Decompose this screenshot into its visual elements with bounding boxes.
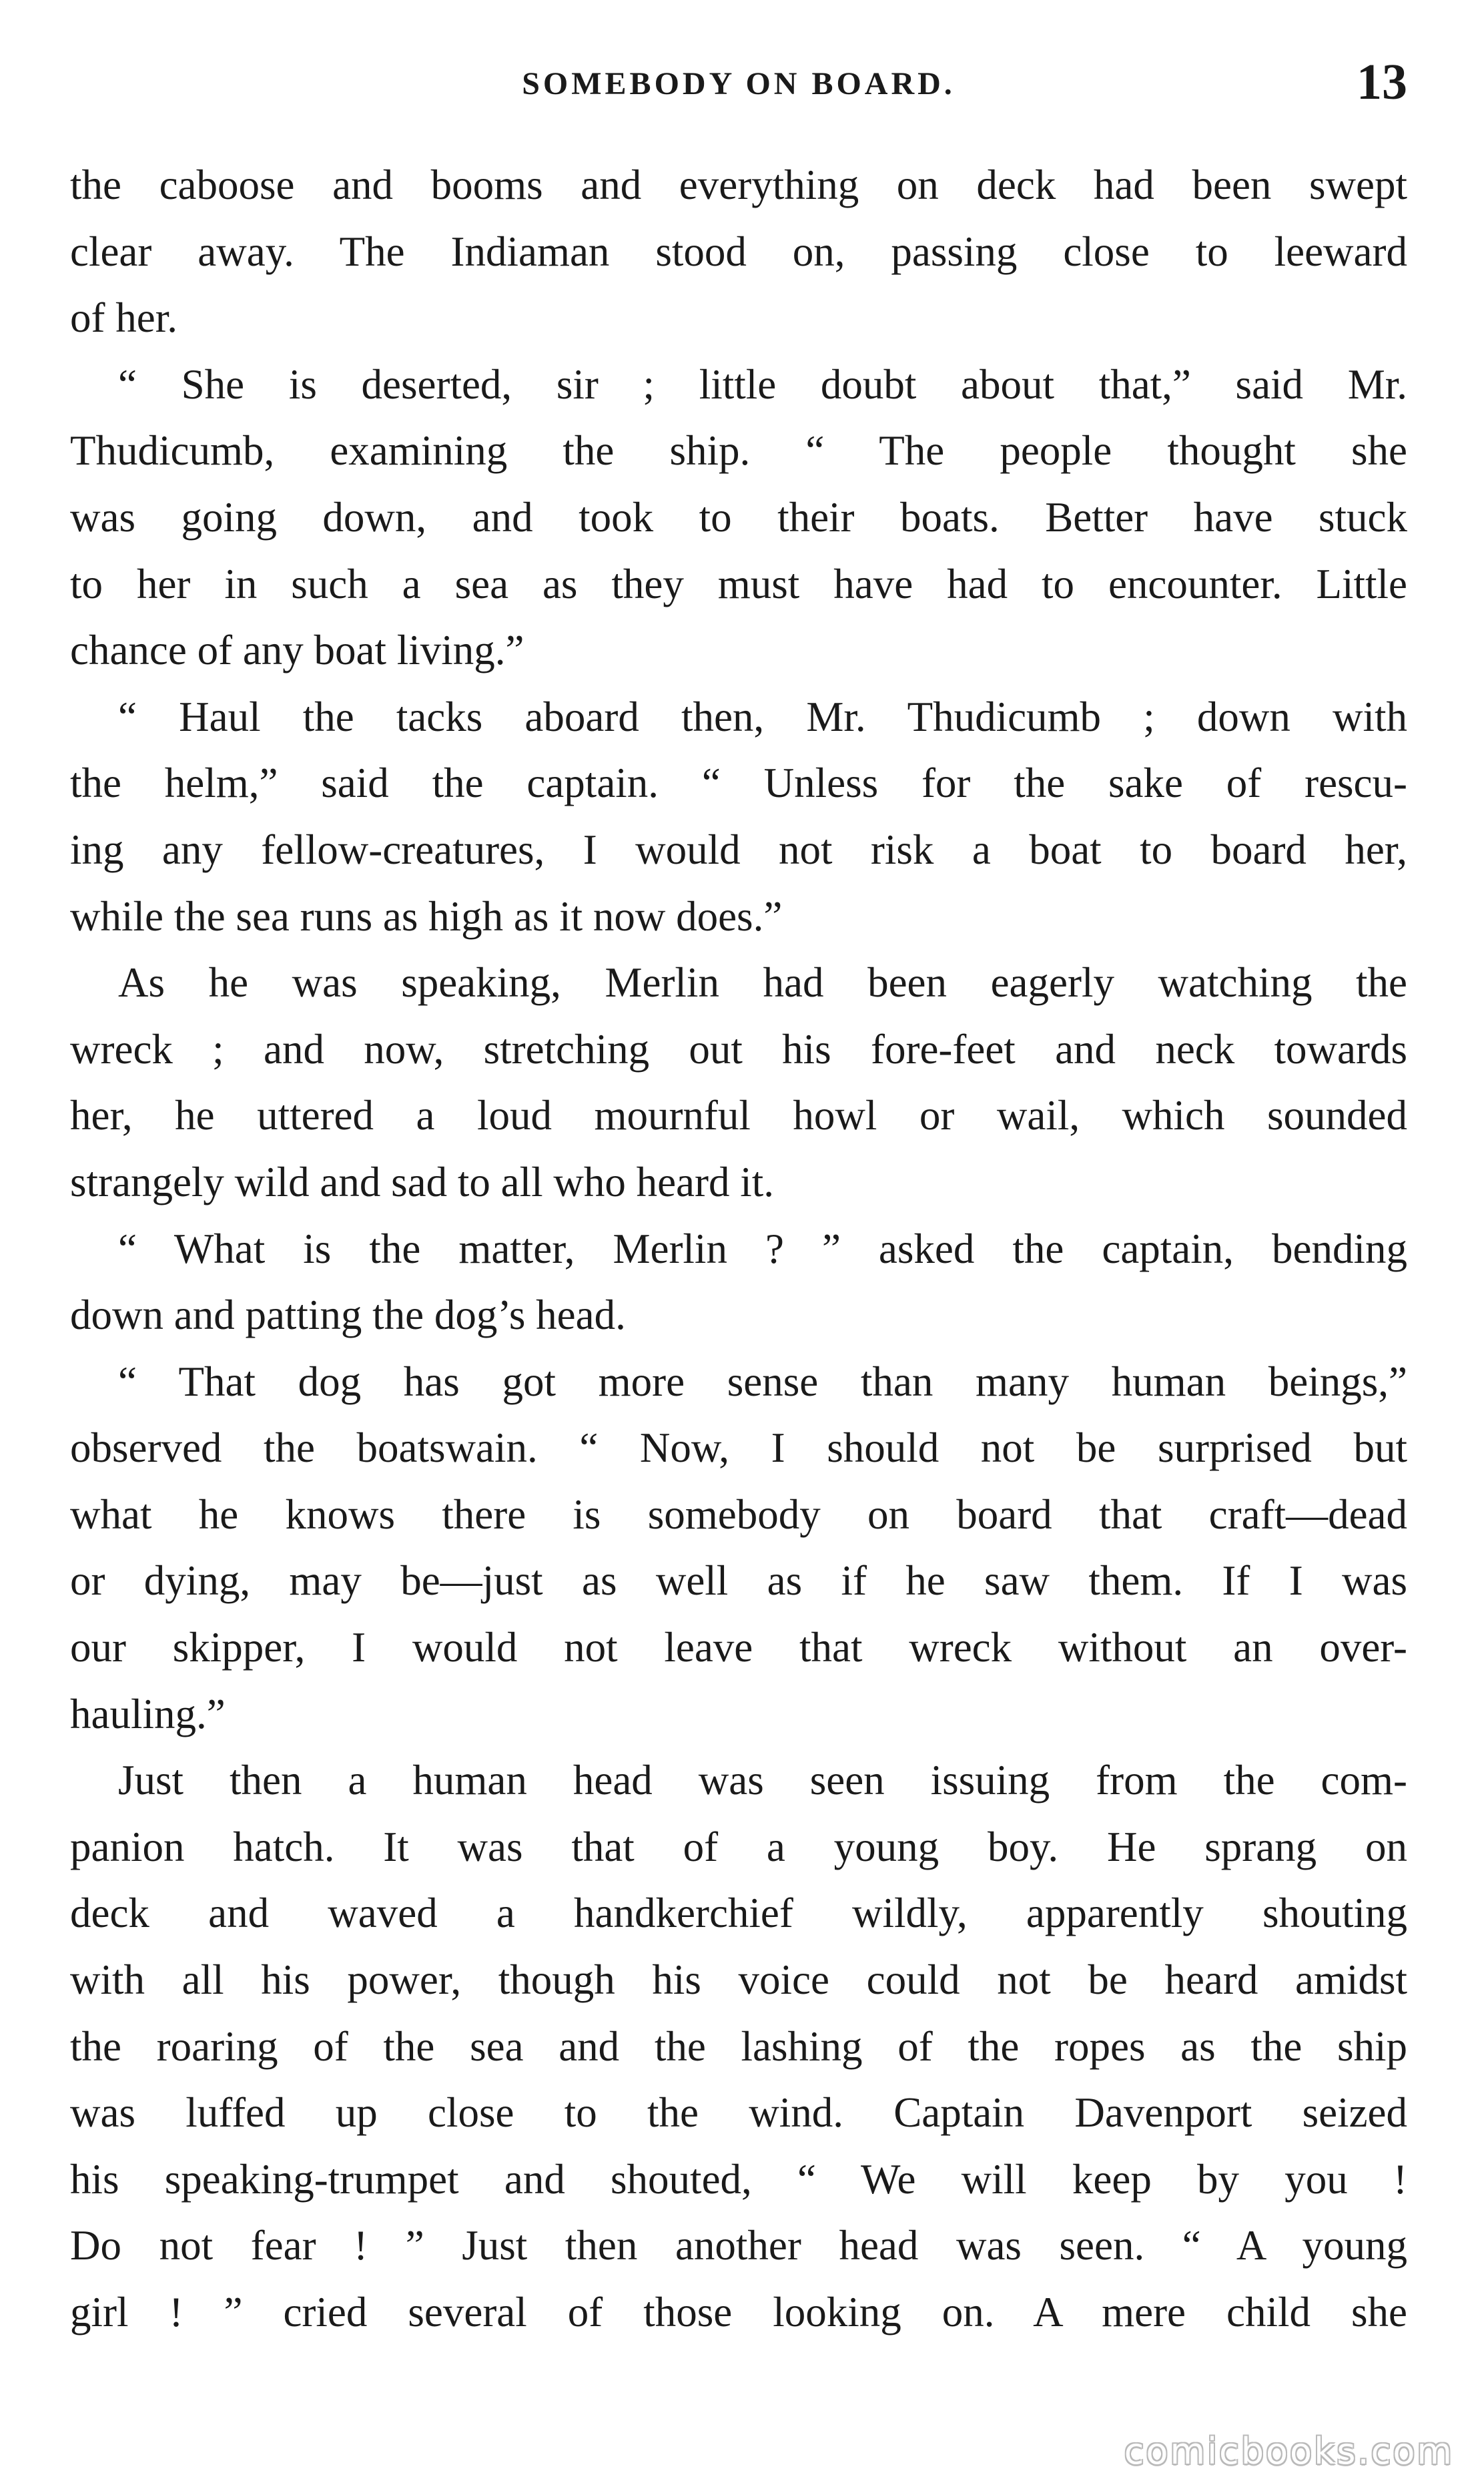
text-line: the helm,” said the captain. “ Unless for the sake of rescu-: [70, 760, 1407, 807]
text-line: of her.: [70, 294, 177, 342]
text-line: while the sea runs as high as it now does.”: [70, 892, 783, 940]
text-line: was going down, and took to their boats. Better have stuck: [70, 493, 1407, 541]
text-line: “ Haul the tacks aboard then, Mr. Thudicumb ; down with: [118, 693, 1407, 740]
text-line: clear away. The Indiaman stood on, passing close to leeward: [70, 228, 1407, 275]
text-line: Do not fear ! ” Just then another head was seen. “ A young: [70, 2222, 1407, 2269]
text-line: hauling.”: [70, 1690, 226, 1737]
text-line: As he was speaking, Merlin had been eagerly watching the: [118, 959, 1407, 1007]
text-line: what he knows there is somebody on board that craft—dead: [70, 1490, 1407, 1538]
text-line: his speaking-trumpet and shouted, “ We will keep by you !: [70, 2155, 1407, 2203]
text-line: deck and waved a handkerchief wildly, apparently shouting: [70, 1890, 1407, 1937]
text-line: panion hatch. It was that of a young boy. He sprang on: [70, 1823, 1407, 1870]
text-line: down and patting the dog’s head.: [70, 1292, 626, 1339]
text-line: ing any fellow-creatures, I would not risk a boat to board her,: [70, 826, 1407, 873]
page-header: [70, 53, 1407, 127]
text-line: the caboose and booms and everything on deck had been swept: [70, 162, 1407, 208]
text-line: wreck ; and now, stretching out his fore-feet and neck towards: [70, 1025, 1407, 1073]
text-line: “ She is deserted, sir ; little doubt about that,” said Mr.: [118, 360, 1407, 408]
text-line: to her in such a sea as they must have had to encounter. Little: [70, 560, 1407, 607]
text-line: our skipper, I would not leave that wreck without an over-: [70, 1624, 1407, 1671]
page-number: 13: [1357, 54, 1407, 110]
text-line: observed the boatswain. “ Now, I should not be surprised but: [70, 1424, 1407, 1472]
text-line: girl ! ” cried several of those looking on. A mere child she: [70, 2289, 1407, 2335]
text-line: Thudicumb, examining the ship. “ The people thought she: [70, 427, 1407, 475]
text-line: or dying, may be—just as well as if he saw them. If I was: [70, 1557, 1407, 1605]
watermark: comicbooks.com: [1124, 2430, 1454, 2472]
text-line: chance of any boat living.”: [70, 627, 524, 674]
text-line: “ What is the matter, Merlin ? ” asked the captain, bending: [118, 1225, 1407, 1272]
text-line: the roaring of the sea and the lashing of the ropes as the ship: [70, 2022, 1407, 2070]
text-line: strangely wild and sad to all who heard it.: [70, 1158, 775, 1205]
text-line: with all his power, though his voice could not be heard amidst: [70, 1956, 1407, 2004]
running-head: SOMEBODY ON BOARD.: [522, 66, 956, 101]
body-text: [70, 152, 1407, 2346]
text-line: was luffed up close to the wind. Captain Davenport seized: [70, 2089, 1407, 2137]
text-line: her, he uttered a loud mournful howl or wail, which sounded: [70, 1092, 1407, 1139]
text-line: “ That dog has got more sense than many human beings,”: [118, 1358, 1407, 1405]
text-line: Just then a human head was seen issuing from the com-: [118, 1757, 1407, 1804]
